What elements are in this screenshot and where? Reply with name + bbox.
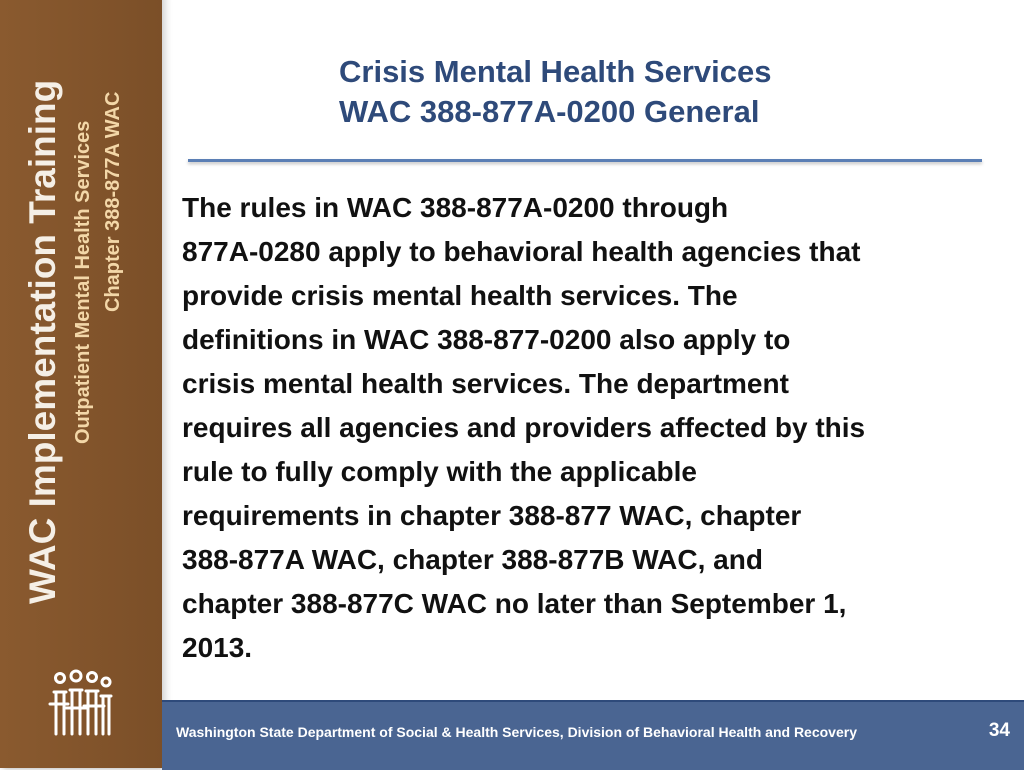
- sidebar-main-title: WAC Implementation Training: [22, 79, 63, 604]
- slide-title-line1: Crisis Mental Health Services: [339, 54, 772, 89]
- sidebar: [0, 0, 162, 768]
- footer-organization: Washington State Department of Social & Health Services, Division of Behavioral Health and Recovery: [176, 724, 857, 740]
- slide-title-line2: WAC 388-877A-0200 General: [339, 94, 760, 129]
- sidebar-subtitle-line2: Chapter 388-877A WAC: [102, 91, 124, 312]
- sidebar-shadow: [162, 0, 172, 700]
- title-divider: [188, 159, 982, 162]
- family-figures-icon: [46, 668, 118, 740]
- slide-body-text: The rules in WAC 388-877A-0200 through 877A-0280 apply to behavioral health agencies that provide crisis mental health services. The definitions in WAC 388-877-0200 also apply to crisis mental health services. The department requires all agencies and providers affected by this rule to fully comply with the applicable requirements in chapter 388-877 WAC, chapter 388-877A WAC, chapter 388-877B WAC, and chapter 388-877C WAC no later than September 1, 2013.: [182, 192, 866, 663]
- page-number: 34: [988, 720, 1010, 741]
- sidebar-subtitle-line1: Outpatient Mental Health Services: [72, 120, 94, 444]
- footer-bar: [162, 700, 1024, 770]
- slide-title: [339, 52, 859, 132]
